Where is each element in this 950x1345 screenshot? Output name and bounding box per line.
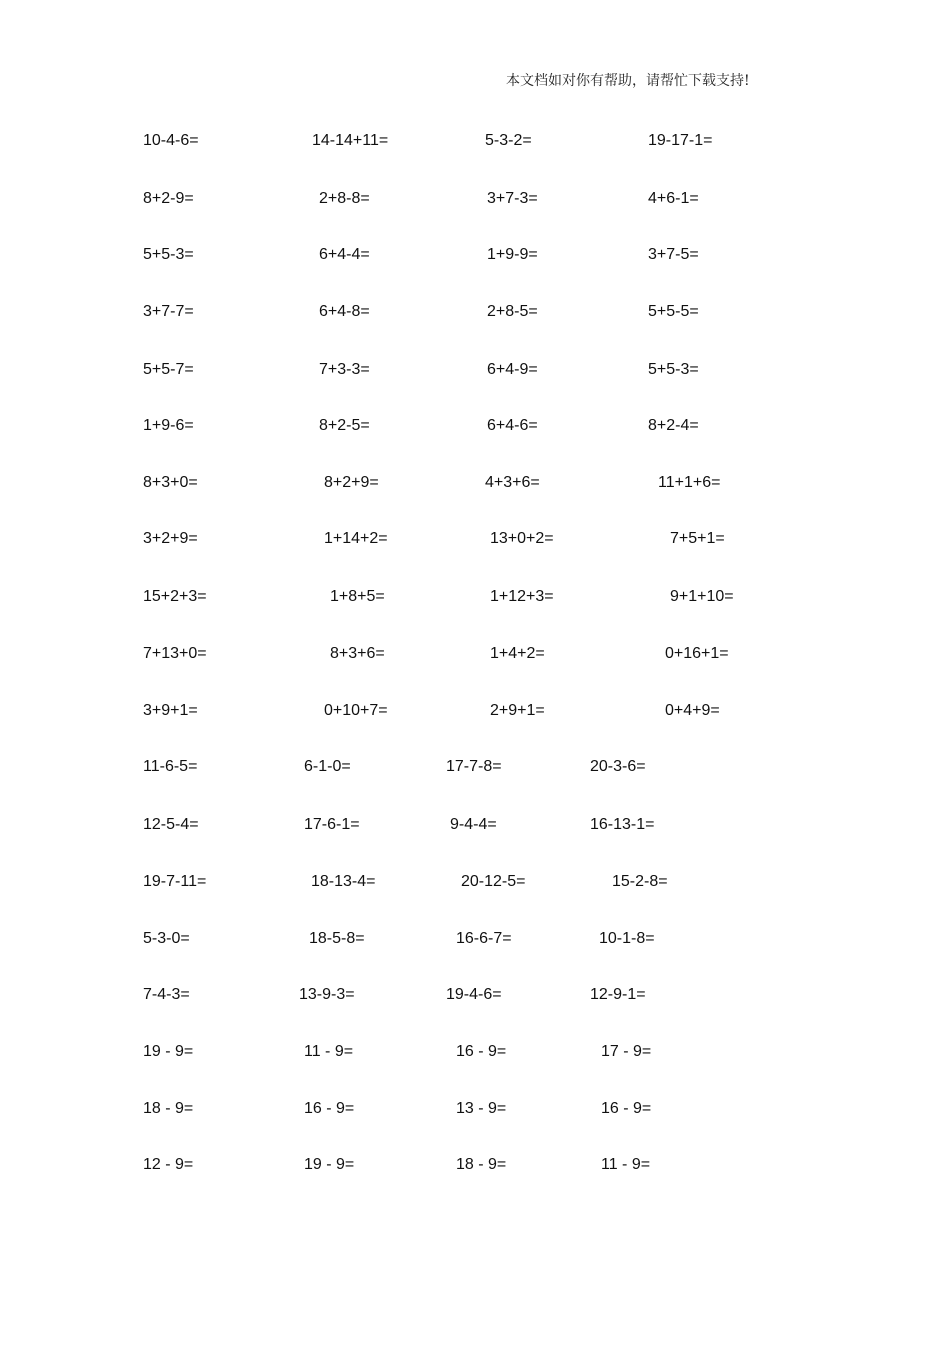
math-problem: 10-4-6= [143,132,199,149]
math-problem: 16 - 9= [304,1100,355,1117]
math-problem: 12-9-1= [590,986,646,1003]
math-problem: 19 - 9= [304,1156,355,1173]
math-problem: 5-3-0= [143,930,190,947]
math-problem: 5+5-3= [648,361,699,378]
math-problem: 5-3-2= [485,132,532,149]
math-problem: 6+4-4= [319,246,370,263]
math-problem: 18 - 9= [143,1100,194,1117]
math-problem: 2+8-8= [319,190,370,207]
math-problem: 8+3+6= [330,645,385,662]
math-problem: 12 - 9= [143,1156,194,1173]
math-problem: 9-4-4= [450,816,497,833]
math-problem: 0+4+9= [665,702,720,719]
math-problem: 11 - 9= [304,1043,354,1060]
math-problem: 18 - 9= [456,1156,507,1173]
math-problem: 7-4-3= [143,986,190,1003]
math-problem: 2+9+1= [490,702,545,719]
math-problem: 18-13-4= [311,873,376,890]
math-problem: 17-7-8= [446,758,502,775]
header-note: 本文档如对你有帮助，请帮忙下载支持! [506,73,750,89]
math-problem: 13 - 9= [456,1100,507,1117]
math-problem: 20-3-6= [590,758,646,775]
math-problem: 15+2+3= [143,588,207,605]
math-problem: 0+16+1= [665,645,729,662]
math-problem: 3+7-3= [487,190,538,207]
math-problem: 6+4-6= [487,417,538,434]
math-problem: 1+12+3= [490,588,554,605]
math-problem: 19-17-1= [648,132,713,149]
math-problem: 16 - 9= [456,1043,507,1060]
math-problem: 4+3+6= [485,474,540,491]
math-problem: 19 - 9= [143,1043,194,1060]
math-problem: 11 - 9= [601,1156,651,1173]
math-problem: 8+2-4= [648,417,699,434]
math-problem: 3+7-5= [648,246,699,263]
math-problem: 19-4-6= [446,986,502,1003]
math-problem: 17-6-1= [304,816,360,833]
math-problem: 1+9-6= [143,417,194,434]
math-problem: 19-7-11= [143,873,207,890]
math-problem: 1+8+5= [330,588,385,605]
math-problem: 3+9+1= [143,702,198,719]
math-problem: 16-6-7= [456,930,512,947]
math-problem: 20-12-5= [461,873,526,890]
math-problem: 2+8-5= [487,303,538,320]
math-problem: 0+10+7= [324,702,388,719]
math-problem: 11-6-5= [143,758,198,775]
math-problem: 10-1-8= [599,930,655,947]
math-problem: 1+9-9= [487,246,538,263]
math-problem: 6+4-9= [487,361,538,378]
math-problem: 5+5-3= [143,246,194,263]
math-problem: 1+14+2= [324,530,388,547]
math-problem: 11+1+6= [658,474,721,491]
math-problem: 6+4-8= [319,303,370,320]
math-problem: 6-1-0= [304,758,351,775]
math-problem: 1+4+2= [490,645,545,662]
math-problem: 16-13-1= [590,816,655,833]
math-problem: 8+2-5= [319,417,370,434]
math-problem: 18-5-8= [309,930,365,947]
math-problem: 13-9-3= [299,986,355,1003]
math-problem: 7+3-3= [319,361,370,378]
math-problem: 7+5+1= [670,530,725,547]
math-problem: 12-5-4= [143,816,199,833]
math-problem: 3+2+9= [143,530,198,547]
math-problem: 3+7-7= [143,303,194,320]
math-problem: 15-2-8= [612,873,668,890]
math-problem: 4+6-1= [648,190,699,207]
math-problem: 9+1+10= [670,588,734,605]
math-problem: 14-14+11= [312,132,389,149]
math-problem: 7+13+0= [143,645,207,662]
math-problem: 13+0+2= [490,530,554,547]
math-problem: 17 - 9= [601,1043,652,1060]
math-problem: 8+3+0= [143,474,198,491]
math-problem: 8+2-9= [143,190,194,207]
math-problem: 16 - 9= [601,1100,652,1117]
math-problem: 5+5-5= [648,303,699,320]
math-problem: 8+2+9= [324,474,379,491]
math-problem: 5+5-7= [143,361,194,378]
